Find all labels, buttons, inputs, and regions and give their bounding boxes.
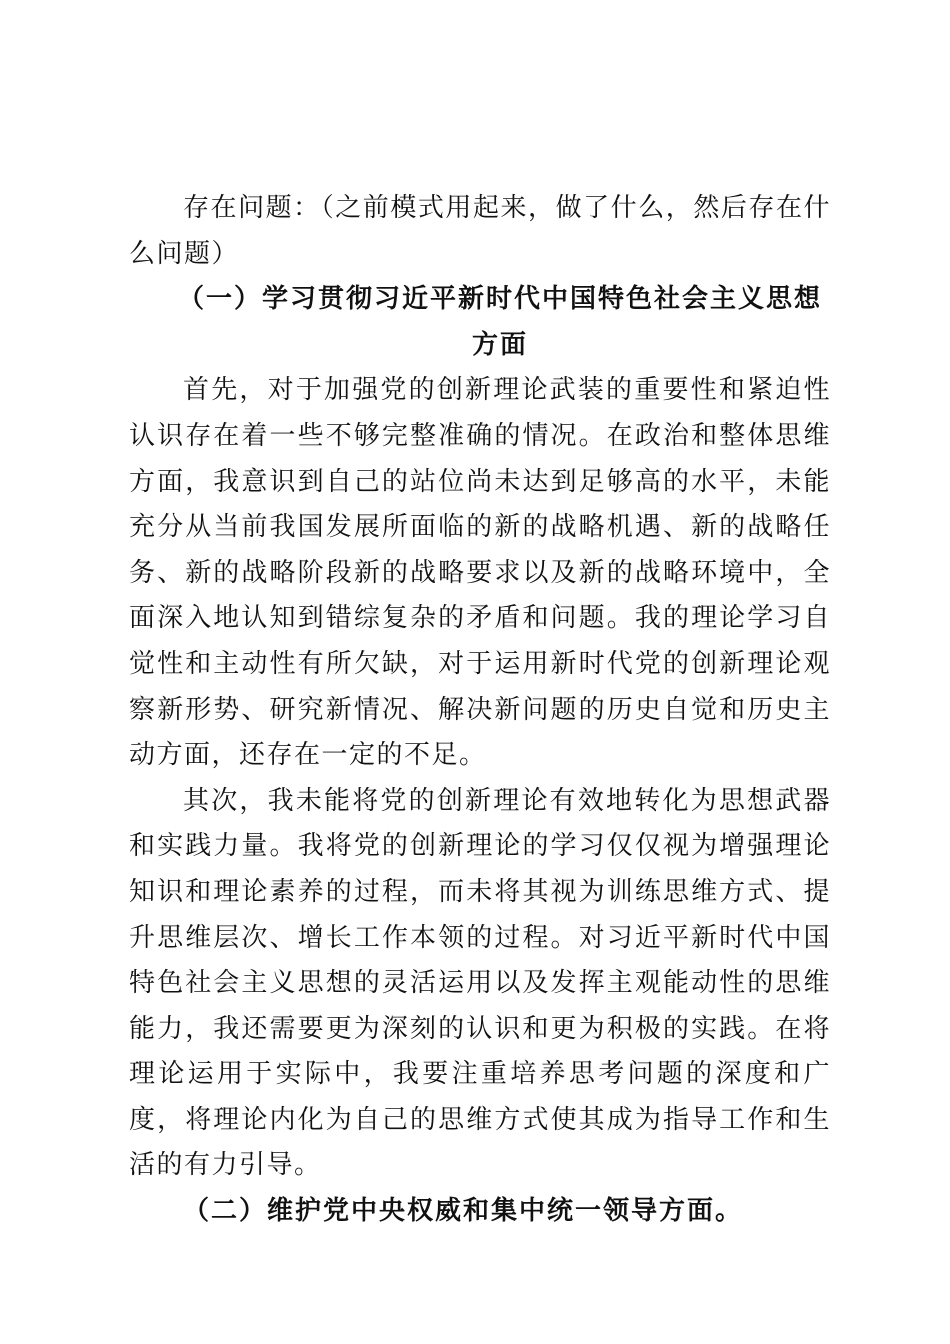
intro-paragraph: 存在问题：（之前模式用起来，做了什么，然后存在什么问题） [129,193,831,269]
section-1-paragraph-2: 其次，我未能将党的创新理论有效地转化为思想武器和实践力量。我将党的创新理论的学习仅仅视为增强理论知识和理论素养的过程，而未将其视为训练思维方式、提升思维层次、增长工作本领的过程。对习近平新时代中国特色社会主义思想的灵活运用以及发挥主观能动性的思维能力，我还需要更为深刻的认识和更为积极的实践。在将理论运用于实际中，我要注重培养思考问题的深度和广度，将理论内化为自己的思维方式使其成为指导工作和生活的有力引导。 [129,785,831,1181]
document-body [129,186,831,1235]
section-1-paragraph-1: 首先，对于加强党的创新理论武装的重要性和紧迫性认识存在着一些不够完整准确的情况。在政治和整体思维方面，我意识到自己的站位尚未达到足够高的水平，未能充分从当前我国发展所面临的新的战略机遇、新的战略任务、新的战略阶段新的战略要求以及新的战略环境中，全面深入地认知到错综复杂的矛盾和问题。我的理论学习自觉性和主动性有所欠缺，对于运用新时代党的创新理论观察新形势、研究新情况、解决新问题的历史自觉和历史主动方面，还存在一定的不足。 [129,375,831,771]
section-2-heading: （二）维护党中央权威和集中统一领导方面。 [183,1196,744,1227]
section-1-heading: （一）学习贯彻习近平新时代中国特色社会主义思想方面 [177,284,822,360]
